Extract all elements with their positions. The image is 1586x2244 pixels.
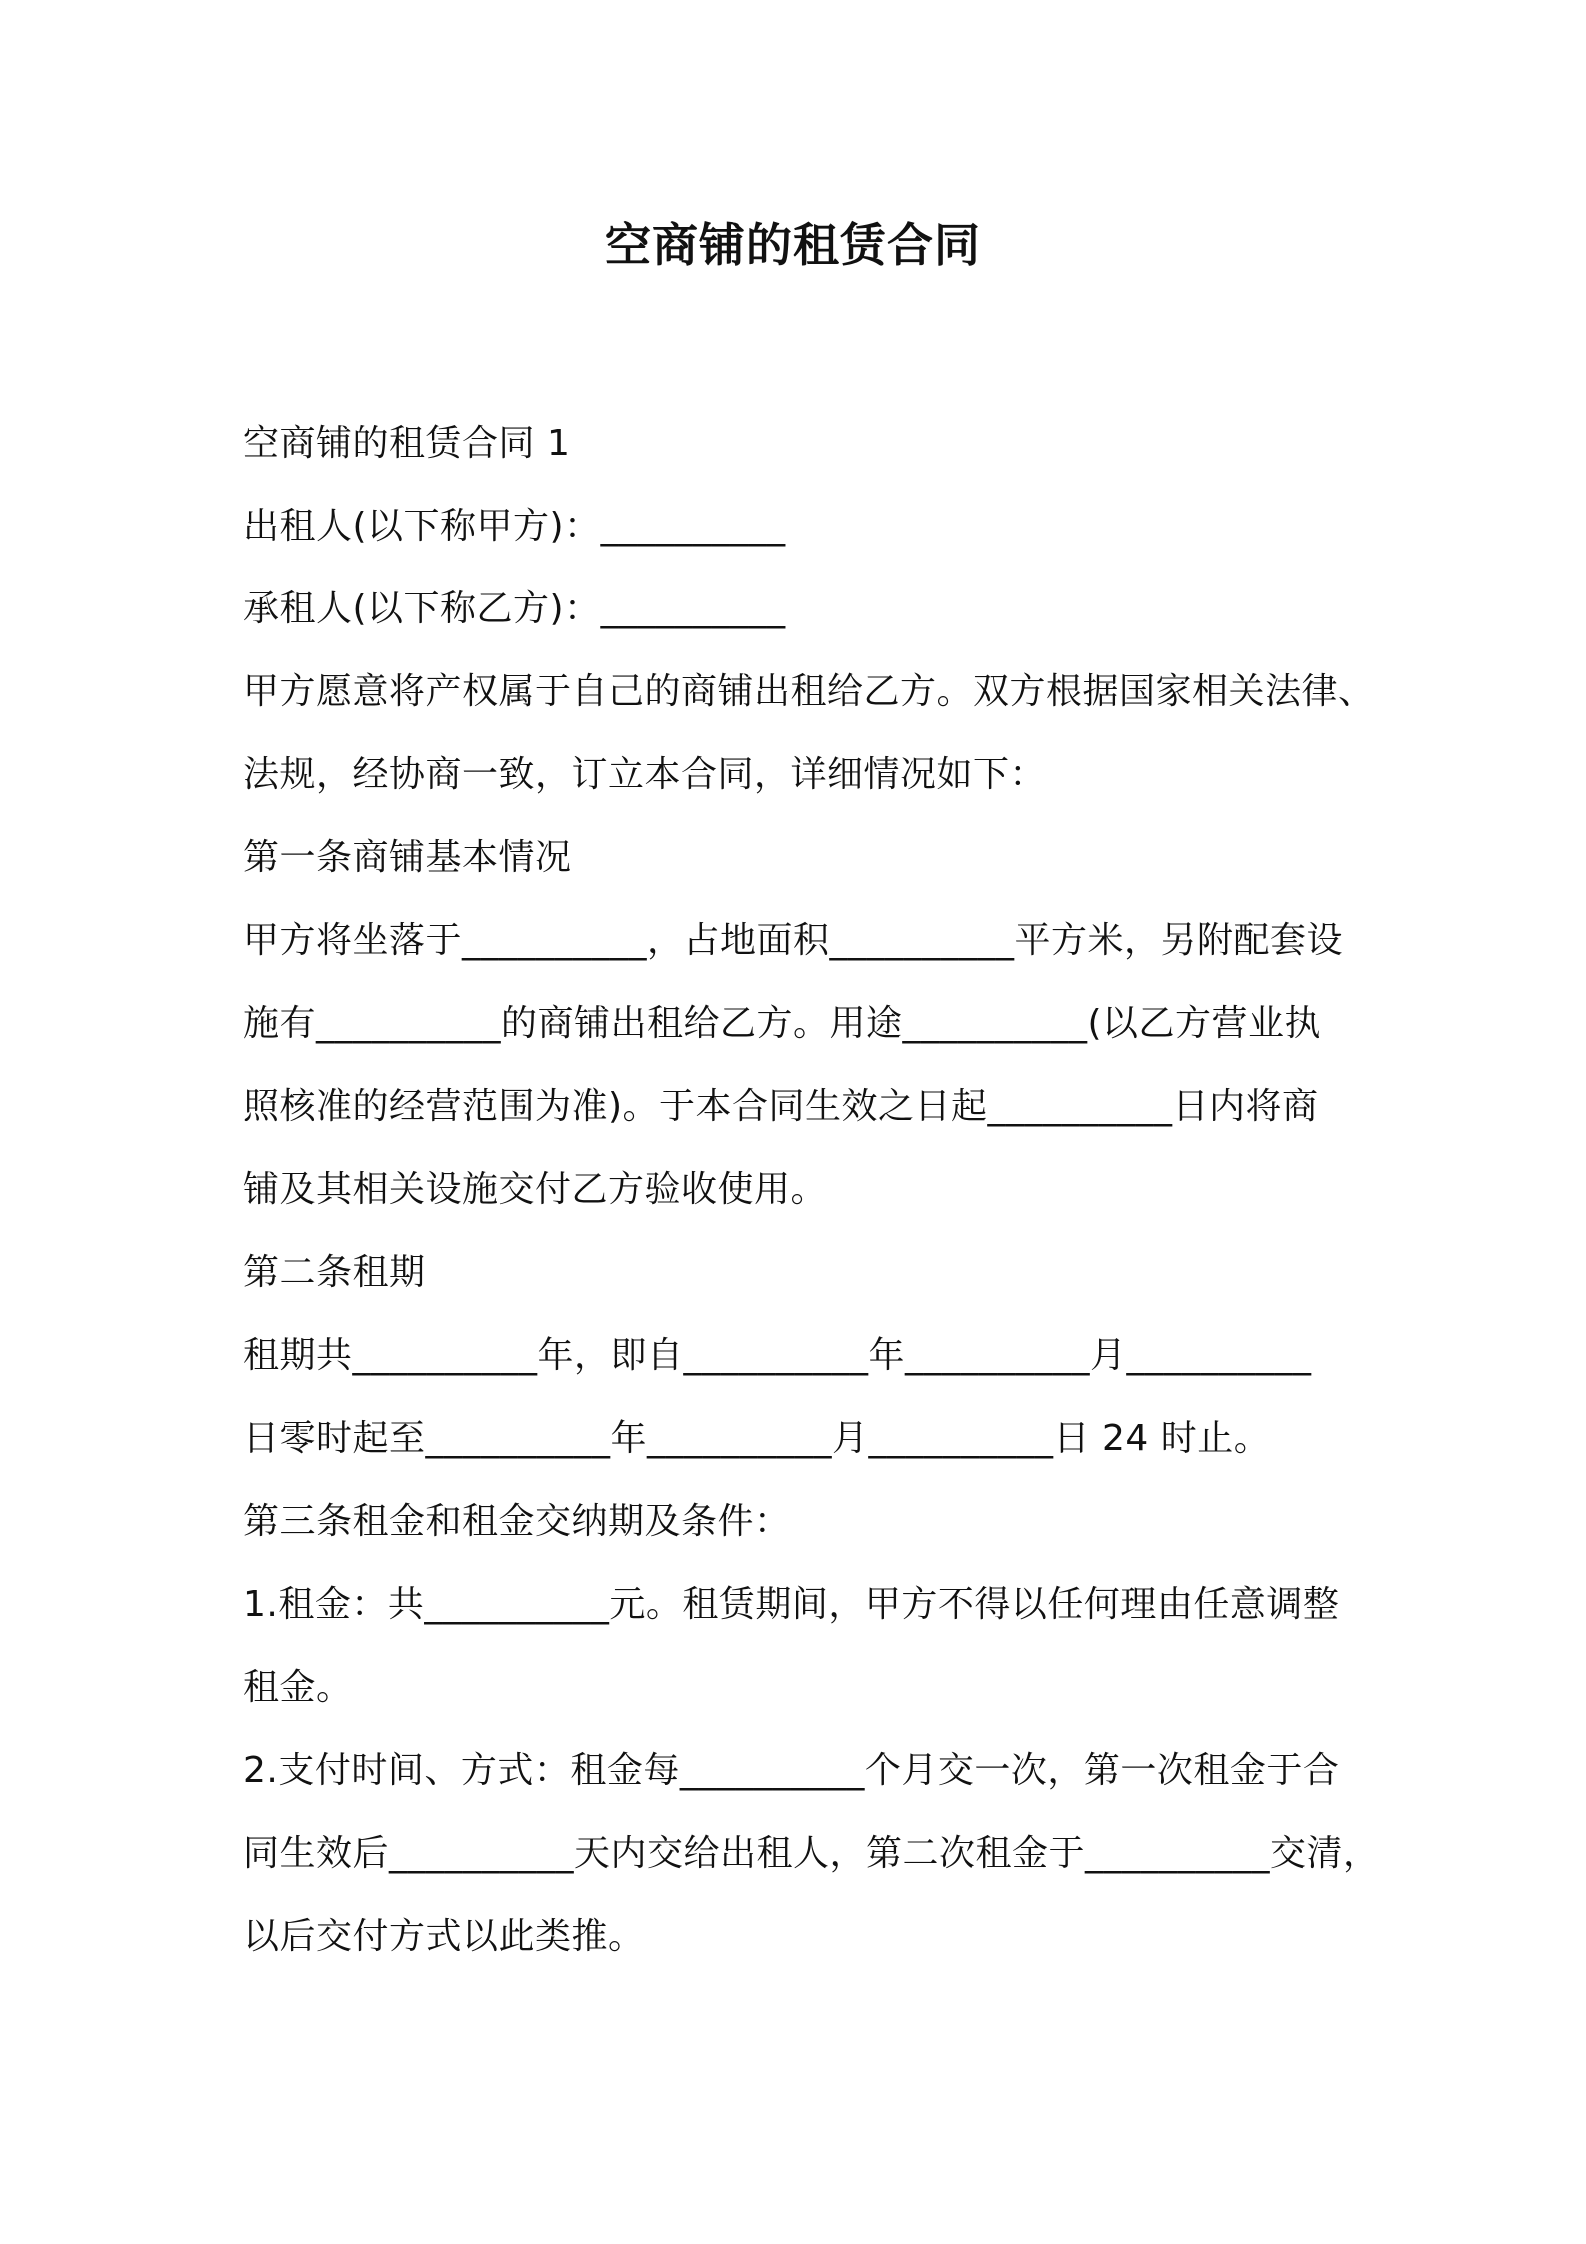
lessee-line: 承租人(以下称乙方)：__________ xyxy=(243,588,786,629)
article-1-line-2: 施有__________的商铺出租给乙方。用途__________(以乙方营业执 xyxy=(243,1003,1322,1044)
contract-subtitle: 空商铺的租赁合同 1 xyxy=(243,423,571,464)
article-2-line-1: 租期共__________年，即自__________年__________月__________ xyxy=(243,1335,1312,1376)
article-1-line-3: 照核准的经营范围为准)。于本合同生效之日起__________日内将商 xyxy=(243,1086,1319,1127)
article-1-heading: 第一条商铺基本情况 xyxy=(243,837,572,878)
article-3-item-2-line-2: 同生效后__________天内交给出租人，第二次租金于__________交清， xyxy=(243,1833,1380,1874)
article-1-line-4: 铺及其相关设施交付乙方验收使用。 xyxy=(243,1169,828,1210)
document-title: 空商铺的租赁合同 xyxy=(605,218,981,272)
article-3-item-1-line-2: 租金。 xyxy=(243,1667,353,1708)
lessor-line: 出租人(以下称甲方)：__________ xyxy=(243,506,786,547)
preamble-line-1: 甲方愿意将产权属于自己的商铺出租给乙方。双方根据国家相关法律、 xyxy=(243,671,1375,712)
article-1-line-1: 甲方将坐落于__________，占地面积__________平方米，另附配套设 xyxy=(243,920,1344,961)
article-3-item-2-line-1: 2.支付时间、方式：租金每__________个月交一次，第一次租金于合 xyxy=(243,1750,1340,1791)
article-2-line-2: 日零时起至__________年__________月__________日 24 时止。 xyxy=(243,1418,1271,1459)
article-3-item-1-line-1: 1.租金：共__________元。租赁期间，甲方不得以任何理由任意调整 xyxy=(243,1584,1340,1625)
article-2-heading: 第二条租期 xyxy=(243,1252,426,1293)
article-3-heading: 第三条租金和租金交纳期及条件： xyxy=(243,1501,791,1542)
preamble-line-2: 法规，经协商一致，订立本合同，详细情况如下： xyxy=(243,754,1047,795)
article-3-item-2-line-3: 以后交付方式以此类推。 xyxy=(243,1916,645,1957)
